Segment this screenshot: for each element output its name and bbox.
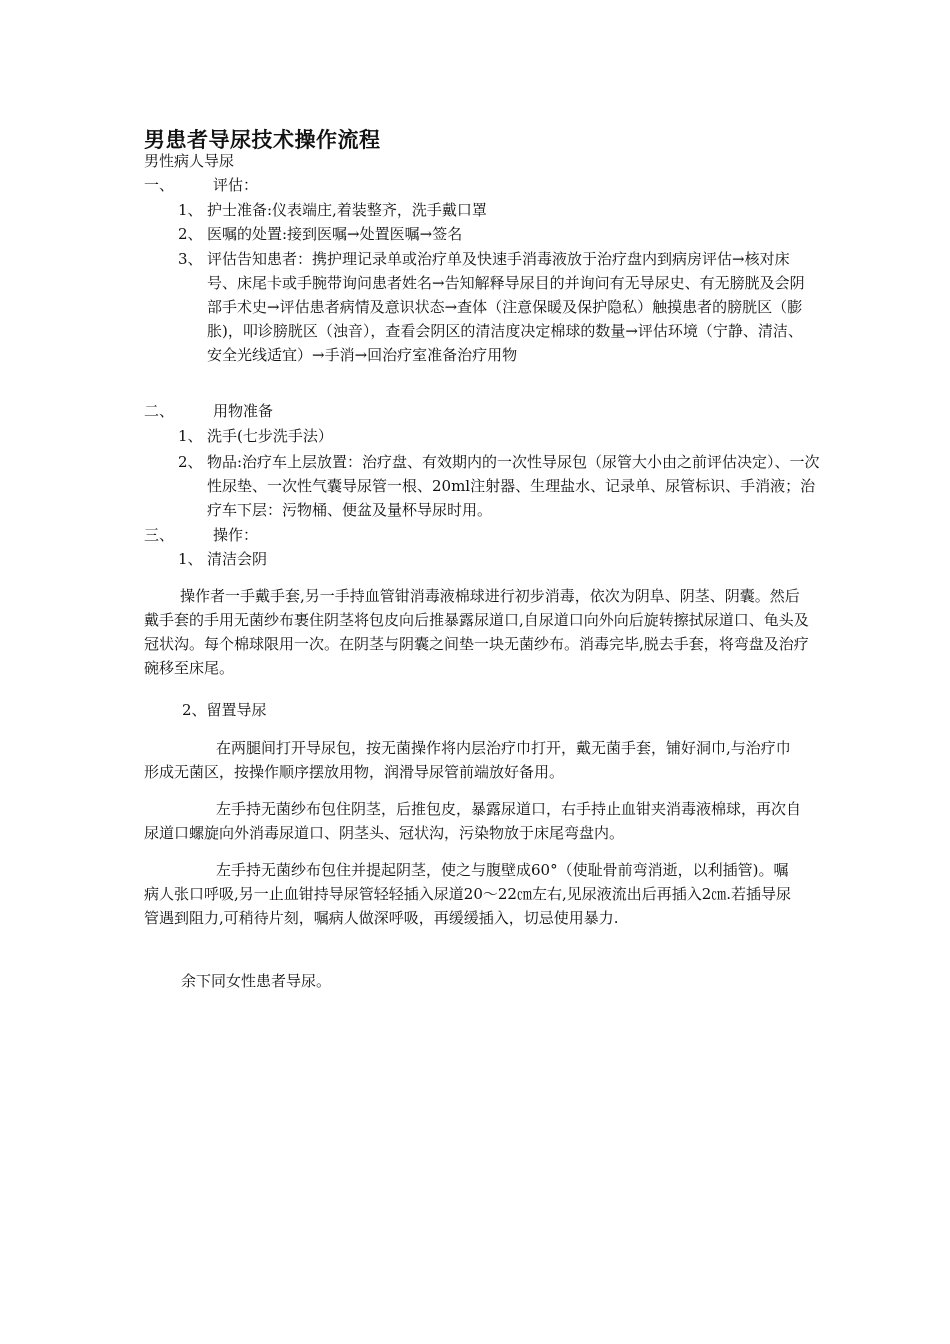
page-title: 男患者导尿技术操作流程 bbox=[144, 128, 381, 152]
item-text: 清洁会阴 bbox=[207, 550, 268, 568]
subtitle: 男性病人导尿 bbox=[144, 152, 235, 170]
item-number: 1、 bbox=[178, 201, 203, 219]
section-heading: 评估： bbox=[213, 176, 259, 194]
item-text: 护士准备:仪表端庄,着装整齐，洗手戴口罩 bbox=[207, 201, 487, 219]
paragraph: 左手持无菌纱布包住阴茎，后推包皮，暴露尿道口，右手持止血钳夹消毒液棉球，再次自尿道口螺旋向外消毒尿道口、阴茎头、冠状沟，污染物放于床尾弯盘内。 bbox=[144, 800, 802, 842]
item-text: 物品:治疗车上层放置：治疗盘、有效期内的一次性导尿包（尿管大小由之前评估决定）、一次性尿垫、一次性气囊导尿管一根、20ml注射器、生理盐水、记录单、尿管标识、手消液；治疗车下层：污物桶、便盆及量杯导尿时用。 bbox=[207, 453, 820, 519]
item-text: 评估告知患者：携护理记录单或治疗单及快速手消毒液放于治疗盘内到病房评估→核对床号、床尾卡或手腕带询问患者姓名→告知解释导尿目的并询问有无导尿史、有无膀胱及会阴部手术史→评估患者病情及意识状态→查体（注意保暖及保护隐私）触摸患者的膀胱区（膨胀)，叩诊膀胱区（浊音），查看会阴区的清洁度决定棉球的数量→评估环境（宁静、清洁、安全光线适宜）→手消→回治疗室准备治疗用物 bbox=[207, 250, 805, 364]
section-number: 三、 bbox=[144, 526, 175, 544]
section-number: 二、 bbox=[144, 402, 175, 420]
item-number: 1、 bbox=[178, 550, 203, 568]
item-text: 医嘱的处置:接到医嘱→处置医嘱→签名 bbox=[207, 225, 463, 243]
subsection-heading: 2、留置导尿 bbox=[182, 701, 267, 719]
section-heading: 操作： bbox=[213, 526, 259, 544]
section-heading: 用物准备 bbox=[213, 402, 274, 420]
item-number: 1、 bbox=[178, 427, 203, 445]
paragraph: 左手持无菌纱布包住并提起阴茎，使之与腹壁成60°（使耻骨前弯消逝，以利插管)。嘱病人张口呼吸,另一止血钳持导尿管轻轻插入尿道20～22㎝左右,见尿液流出后再插入2㎝.若插导尿管遇到阻力,可稍待片刻，嘱病人做深呼吸，再缓缓插入，切忌使用暴力. bbox=[144, 861, 792, 927]
item-number: 3、 bbox=[178, 250, 203, 268]
paragraph: 在两腿间打开导尿包，按无菌操作将内层治疗巾打开，戴无菌手套，铺好洞巾,与治疗巾形成无菌区，按操作顺序摆放用物，润滑导尿管前端放好备用。 bbox=[144, 739, 791, 781]
paragraph-clean: 操作者一手戴手套,另一手持血管钳消毒液棉球进行初步消毒，依次为阴阜、阴茎、阴囊。然后戴手套的手用无菌纱布裹住阴茎将包皮向后推暴露尿道口,自尿道口向外向后旋转擦拭尿道口、龟头及冠状沟。每个棉球限用一次。在阴茎与阴囊之间垫一块无菌纱布。消毒完毕,脱去手套，将弯盘及治疗碗移至床尾。 bbox=[144, 587, 809, 677]
item-number: 2、 bbox=[178, 225, 203, 243]
item-number: 2、 bbox=[178, 453, 203, 471]
item-text: 洗手(七步洗手法） bbox=[207, 427, 333, 445]
paragraph: 余下同女性患者导尿。 bbox=[181, 972, 332, 990]
section-number: 一、 bbox=[144, 176, 175, 194]
